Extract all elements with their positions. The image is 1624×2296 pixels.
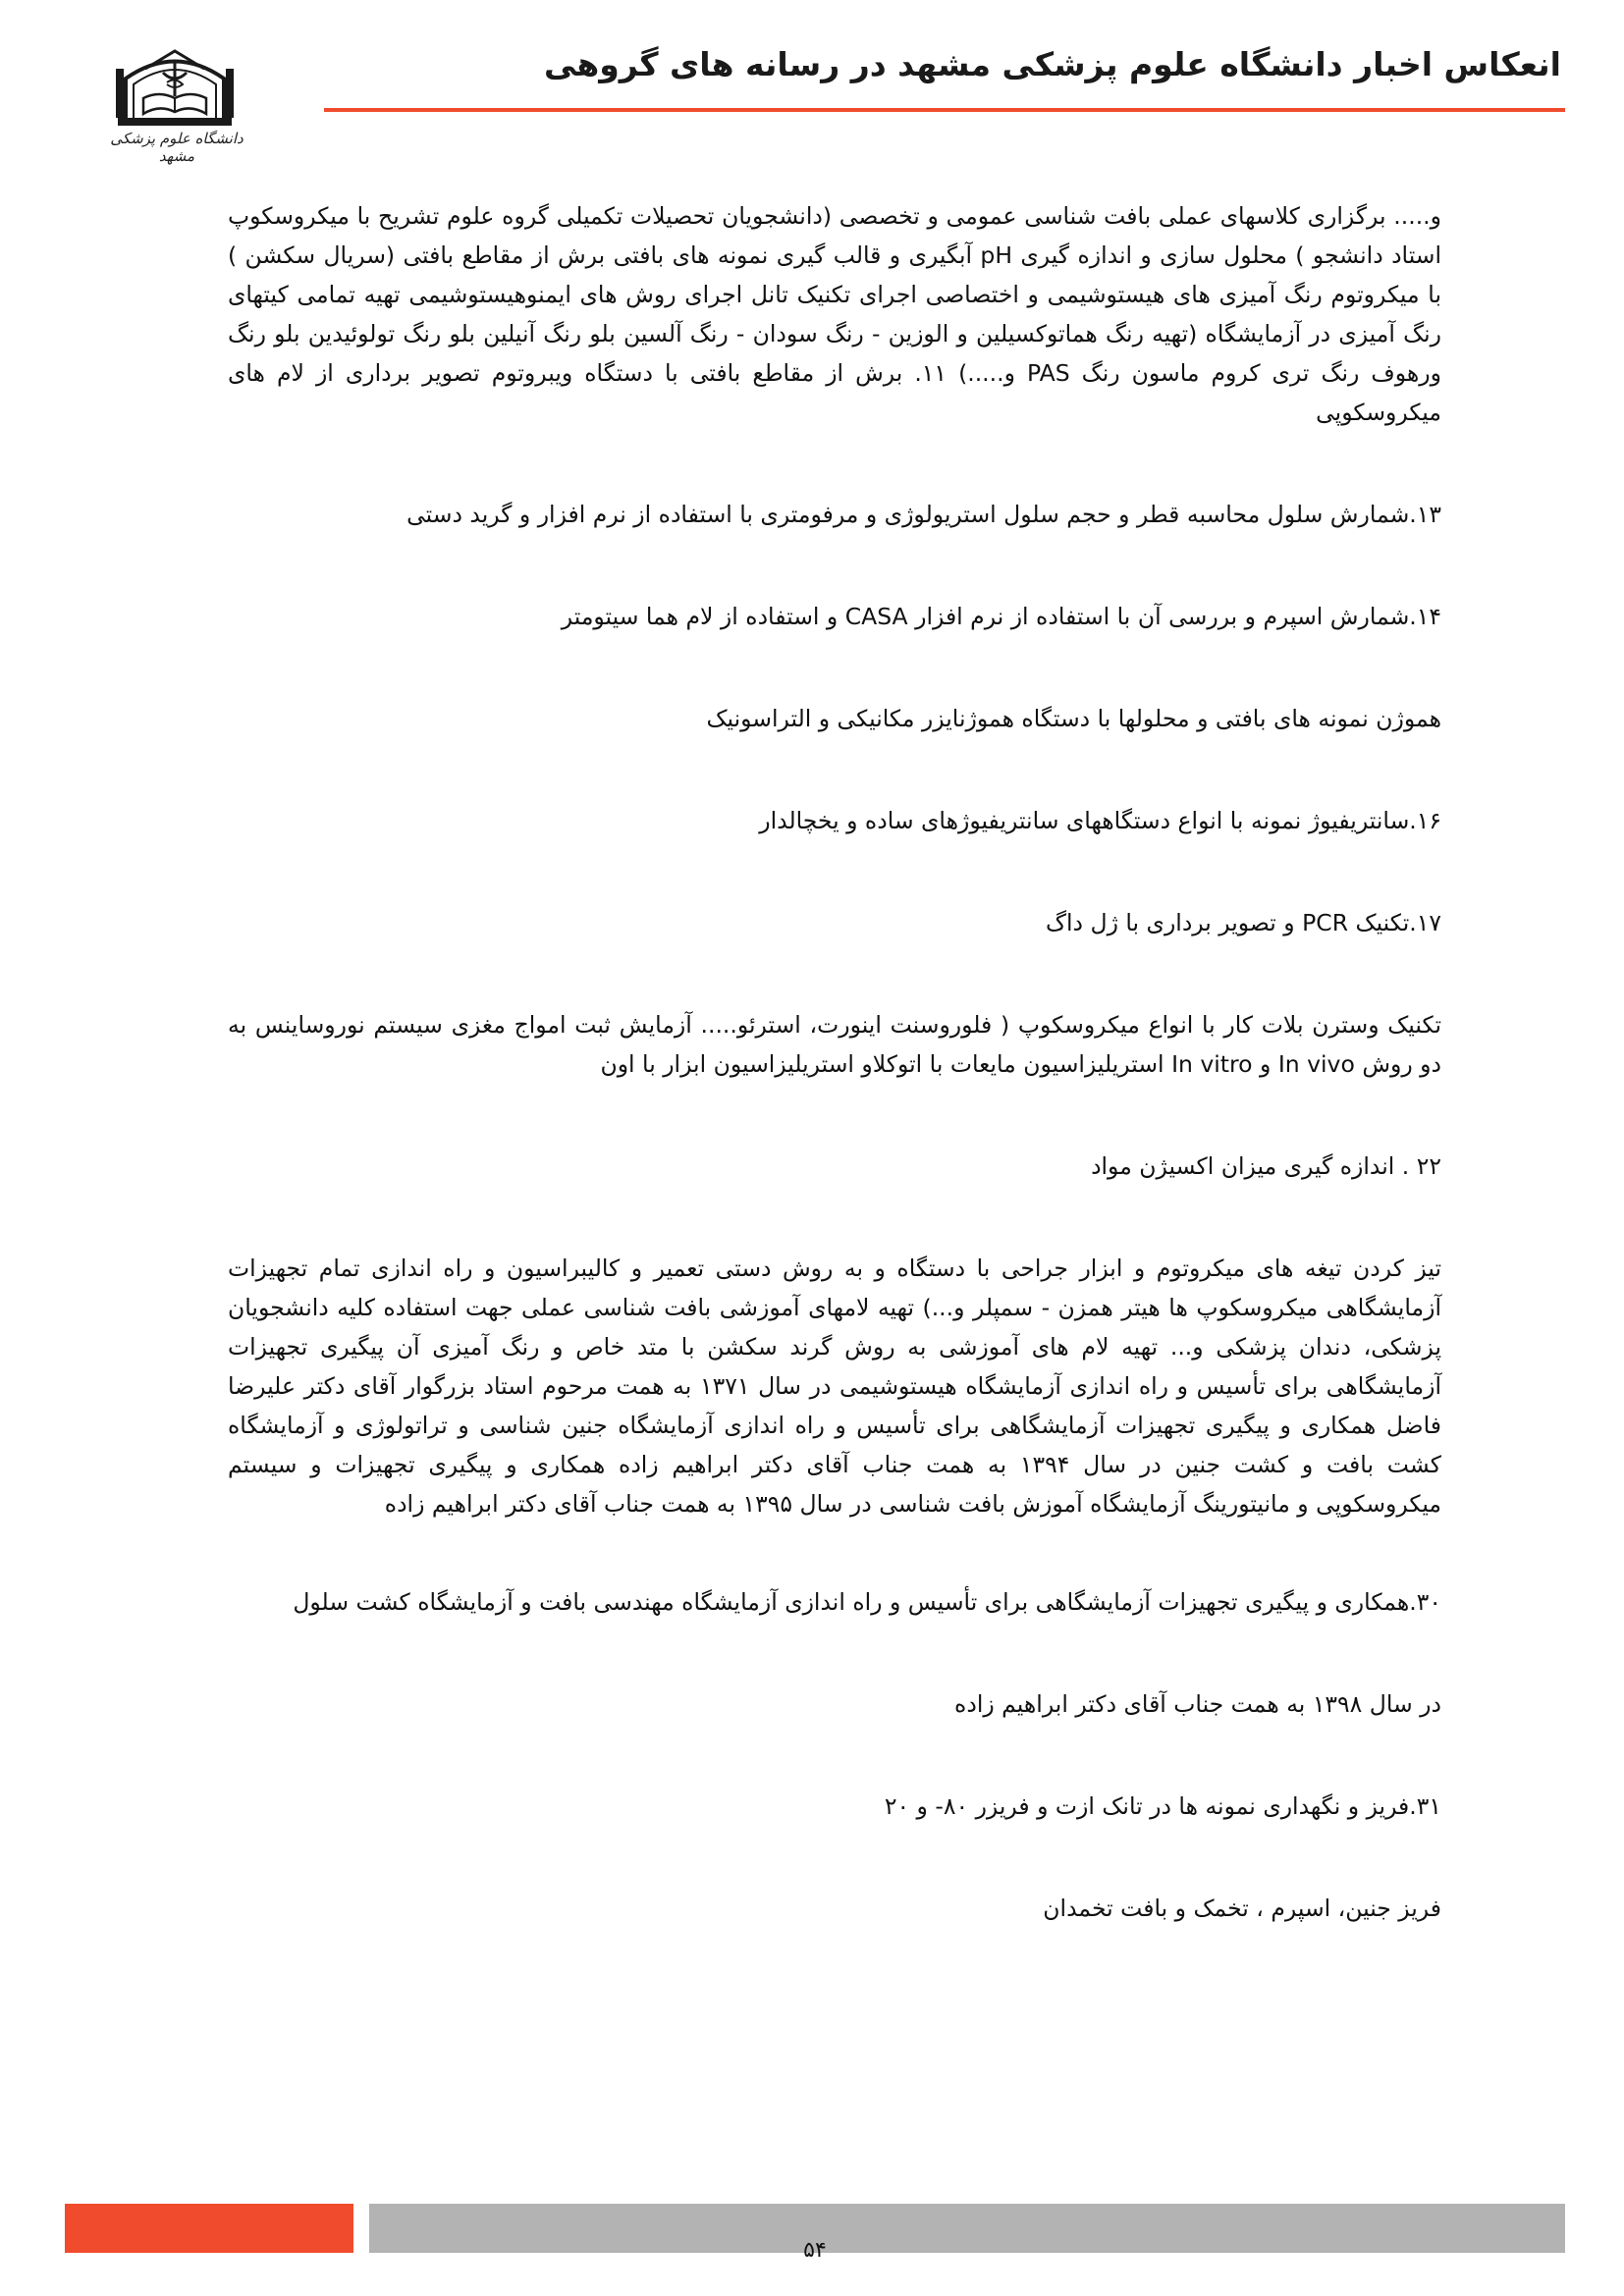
footer-accent-bar bbox=[65, 2204, 353, 2253]
paragraph-item-30: ۳۰.همکاری و پیگیری تجهیزات آزمایشگاهی برای تأسیس و راه اندازی آزمایشگاه مهندسی بافت و آزمایشگاه کشت سلول bbox=[293, 1588, 1441, 1616]
paragraph-item-22: ۲۲ . اندازه گیری میزان اکسیژن مواد bbox=[1091, 1152, 1441, 1180]
paragraph-freezing: فریز جنین، اسپرم ، تخمک و بافت تخمدان bbox=[1043, 1895, 1441, 1922]
paragraph-item-14: ۱۴.شمارش اسپرم و بررسی آن با استفاده از نرم افزار CASA و استفاده از لام هما سیتومتر bbox=[561, 603, 1441, 630]
header-title: انعکاس اخبار دانشگاه علوم پزشکی مشهد در رسانه های گروهی bbox=[544, 45, 1561, 83]
paragraph-item-31: ۳۱.فریز و نگهداری نمونه ها در تانک ازت و فریزر ۸۰- و ۲۰ bbox=[884, 1792, 1441, 1820]
paragraph-homogenizer: هموژن نمونه های بافتی و محلولها با دستگاه هموژنایزر مکانیکی و التراسونیک bbox=[706, 705, 1441, 732]
paragraph-item-17: ۱۷.تکنیک PCR و تصویر برداری با ژل داگ bbox=[1046, 909, 1441, 936]
page-number: ۵۴ bbox=[803, 2238, 827, 2263]
header-divider bbox=[324, 108, 1565, 112]
paragraph-item-16: ۱۶.سانتریفیوژ نمونه با انواع دستگاههای سانتریفیوژهای ساده و یخچالدار bbox=[759, 807, 1441, 834]
paragraph-western-blot: تکنیک وسترن بلات کار با انواع میکروسکوپ ( فلوروسنت اینورت، استرئو..... آزمایش ثبت امواج مغزی سیستم نوروساینس به دو روش In vivo و In vitro استریلیزاسیون مایعات با اتوکلاو استریلیزاسیون ابزار با اون bbox=[228, 1011, 1441, 1078]
page-header bbox=[0, 0, 1624, 187]
paragraph-year-1398: در سال ۱۳۹۸ به همت جناب آقای دکتر ابراهیم زاده bbox=[954, 1690, 1441, 1718]
paragraph-lab-services: و..... برگزاری کلاسهای عملی بافت شناسی عمومی و تخصصی (دانشجویان تحصیلات تکمیلی گروه علوم تشریح با میکروسکوپ استاد دانشجو ) محلول سازی و اندازه گیری pH آبگیری و قالب گیری نمونه های بافتی برش از مقاطع بافتی (سریال سکشن ) با میکروتوم رنگ آمیزی های هیستوشیمی و اختصاصی اجرای تکنیک تانل اجرای روش های ایمنوهیستوشیمی تهیه تمامی کیتهای رنگ آمیزی در آزمایشگاه (تهیه رنگ هماتوکسیلین و الوزین - رنگ سودان - رنگ آلسین بلو رنگ آنیلین بلو رنگ تولوئیدین بلو رنگ ورهوف رنگ تری کروم ماسون رنگ PAS و.....) ۱۱. برش از مقاطع بافتی با دستگاه ویبروتوم تصویر برداری از لام های میکروسکوپی bbox=[228, 202, 1442, 426]
paragraph-item-13: ۱۳.شمارش سلول محاسبه قطر و حجم سلول استریولوژی و مرفومتری با استفاده از نرم افزار و گرید دستی bbox=[406, 501, 1441, 528]
document-body bbox=[228, 196, 1441, 1991]
paragraph-equipment: تیز کردن تیغه های میکروتوم و ابزار جراحی با دستگاه و به روش دستی تعمیر و کالیبراسیون و راه اندازی تمام تجهیزات آزمایشگاهی میکروسکوپ ها هیتر همزن - سمپلر و...) تهیه لامهای آموزشی بافت شناسی عملی جهت استفاده کلیه دانشجویان پزشکی، دندان پزشکی و... تهیه لام های آموزشی به روش گرند سکشن با متد خاص و رنگ آمیزی آن پیگیری تجهیزات آزمایشگاهی برای تأسیس و راه اندازی آزمایشگاه هیستوشیمی در سال ۱۳۷۱ به همت مرحوم استاد بزرگوار آقای دکتر علیرضا فاضل همکاری و پیگیری تجهیزات آزمایشگاهی برای تأسیس و راه اندازی آزمایشگاه جنین شناسی و تراتولوژی و آزمایشگاه کشت بافت و کشت جنین در سال ۱۳۹۴ به همت جناب آقای دکتر ابراهیم زاده همکاری و پیگیری تجهیزات و سیستم میکروسکوپی و مانیتورینگ آزمایشگاه آموزش بافت شناسی در سال ۱۳۹۵ به همت جناب آقای دکتر ابراهیم زاده bbox=[228, 1255, 1441, 1518]
footer-gray-bar bbox=[369, 2204, 1565, 2253]
logo-caption: دانشگاه علوم پزشکی مشهد bbox=[110, 130, 244, 165]
